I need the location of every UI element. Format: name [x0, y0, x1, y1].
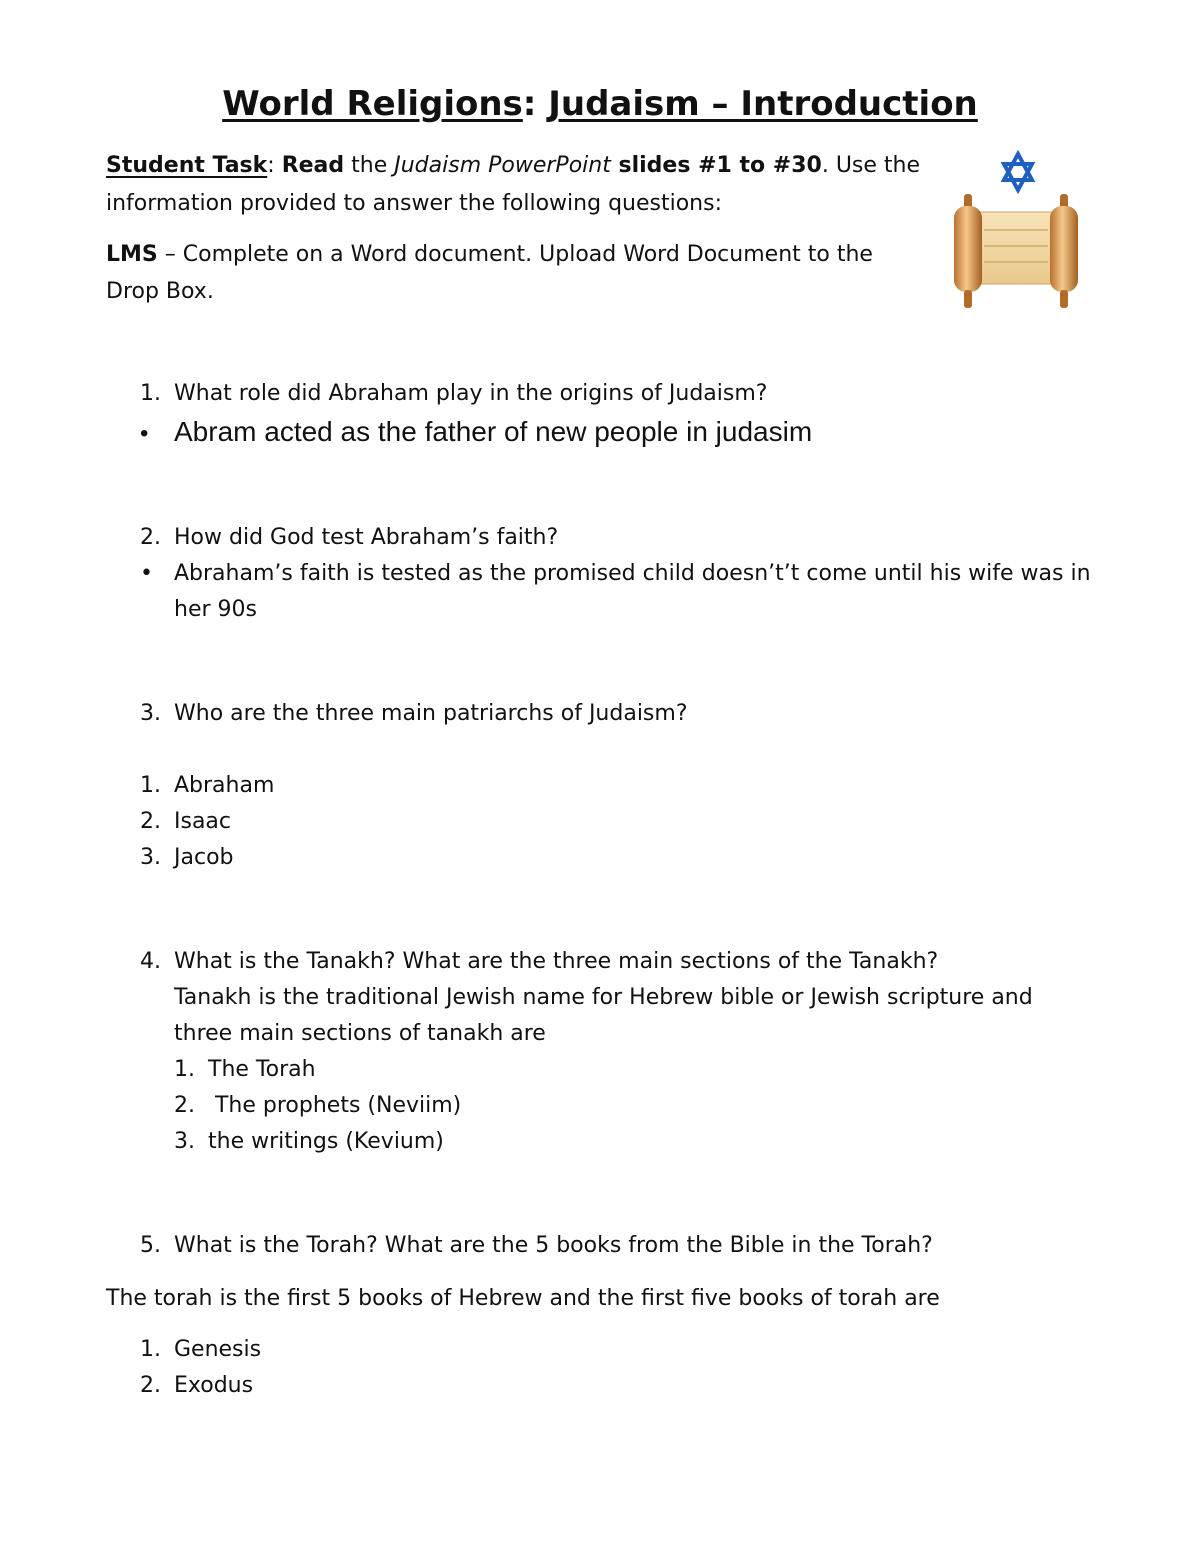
- task-slides: slides #1 to #30: [610, 153, 822, 178]
- list-text: the writings (Kevium): [208, 1129, 444, 1154]
- page-title: [0, 80, 1200, 128]
- list-item: [174, 1124, 444, 1160]
- question-number: 5.: [140, 1233, 161, 1258]
- list-item: [140, 840, 234, 876]
- answer-2-line-1: [140, 556, 1091, 592]
- list-item: [140, 768, 274, 804]
- list-text: Abraham: [174, 773, 275, 798]
- list-item: [140, 1332, 261, 1368]
- title-colon: :: [522, 84, 549, 124]
- torah-scroll-icon: [936, 150, 1096, 310]
- question-text: What is the Torah? What are the 5 books from the Bible in the Torah?: [174, 1233, 933, 1258]
- question-number: 4.: [140, 949, 161, 974]
- task-the: the: [344, 153, 395, 178]
- list-number: 2.: [140, 1373, 161, 1398]
- list-number: 2.: [174, 1093, 195, 1118]
- task-line-1: [106, 148, 920, 184]
- lms-line-1: [106, 237, 873, 273]
- answer-5: The torah is the first 5 books of Hebrew and the first five books of torah are: [106, 1286, 940, 1311]
- lms-text: – Complete on a Word document. Upload Word Document to the: [157, 242, 873, 267]
- question-text: Who are the three main patriarchs of Judaism?: [174, 701, 688, 726]
- list-text: The prophets (Neviim): [208, 1093, 462, 1118]
- answer-text: Abram acted as the father of new people in judasim: [174, 416, 813, 447]
- bullet: •: [140, 420, 149, 447]
- question-number: 2.: [140, 525, 161, 550]
- question-3: [140, 696, 688, 732]
- task-line-2: information provided to answer the following questions:: [106, 191, 722, 216]
- list-item: [174, 1088, 461, 1124]
- question-2: [140, 520, 558, 556]
- task-line1-end: . Use the: [821, 153, 921, 178]
- question-5: [140, 1228, 933, 1264]
- task-read: Read: [281, 153, 345, 178]
- answer-4-line-2: three main sections of tanakh are: [174, 1021, 546, 1046]
- answer-2-line-2: her 90s: [174, 597, 257, 622]
- list-number: 3.: [174, 1129, 195, 1154]
- list-number: 1.: [140, 1337, 161, 1362]
- task-ppt: Judaism PowerPoint: [394, 153, 611, 178]
- list-text: The Torah: [208, 1057, 316, 1082]
- star-of-david-icon: [1004, 154, 1032, 190]
- question-text: What role did Abraham play in the origins of Judaism?: [174, 381, 768, 406]
- list-item: [174, 1052, 316, 1088]
- answer-4-line-1: Tanakh is the traditional Jewish name for Hebrew bible or Jewish scripture and: [174, 985, 1033, 1010]
- list-item: [140, 804, 231, 840]
- question-number: 1.: [140, 381, 161, 406]
- list-text: Exodus: [174, 1373, 254, 1398]
- question-text: What is the Tanakh? What are the three main sections of the Tanakh?: [174, 949, 939, 974]
- answer-text: Abraham’s faith is tested as the promised child doesn’t’t come until his wife was in: [174, 561, 1091, 586]
- task-colon: :: [267, 153, 282, 178]
- list-number: 3.: [140, 845, 161, 870]
- task-label: Student Task: [106, 153, 268, 178]
- question-4: [140, 944, 938, 980]
- list-number: 1.: [174, 1057, 195, 1082]
- title-part1: World Religions: [222, 84, 523, 124]
- list-text: Isaac: [174, 809, 232, 834]
- lms-line-2: Drop Box.: [106, 279, 214, 304]
- bullet: •: [140, 561, 153, 586]
- question-number: 3.: [140, 701, 161, 726]
- list-number: 2.: [140, 809, 161, 834]
- list-text: Genesis: [174, 1337, 262, 1362]
- list-text: Jacob: [174, 845, 234, 870]
- answer-1: [140, 412, 812, 454]
- lms-label: LMS: [106, 242, 158, 267]
- question-1: [140, 376, 767, 412]
- title-part2: Judaism – Introduction: [548, 84, 978, 124]
- list-number: 1.: [140, 773, 161, 798]
- question-text: How did God test Abraham’s faith?: [174, 525, 559, 550]
- list-item: [140, 1368, 253, 1404]
